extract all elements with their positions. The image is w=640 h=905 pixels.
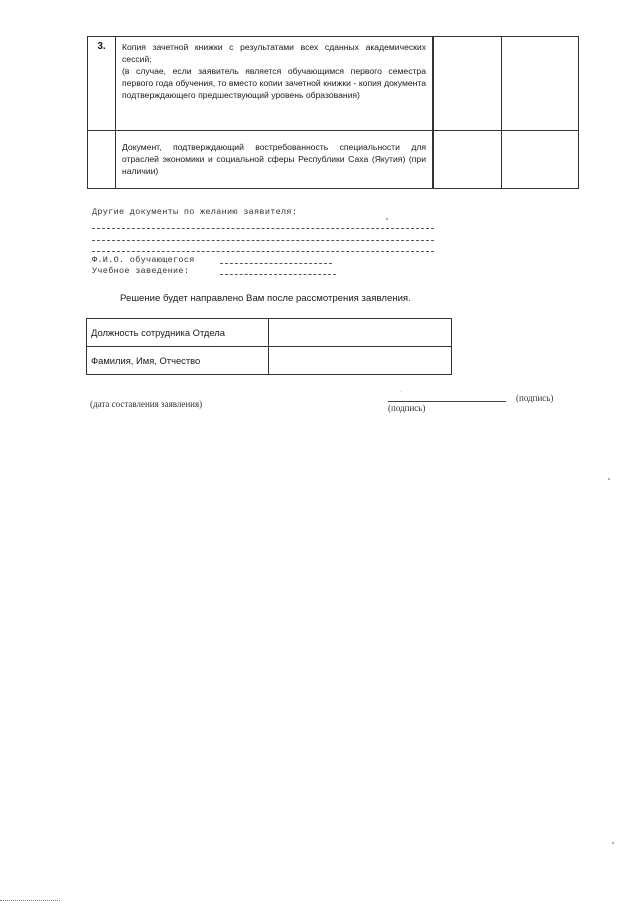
table-row	[87, 347, 452, 375]
school-line[interactable]	[220, 274, 336, 275]
row-paragraph: (в случае, если заявитель является обучающимся первого семестра первого года обучения, то вместо копии зачетной книжки - копия документа подтверждающего предшествующий уровень образования)	[122, 66, 426, 100]
scan-edge	[0, 900, 60, 901]
row-paragraph: Копия зачетной книжки с результатами всех сданных академических сессий;	[122, 42, 426, 64]
position-label: Должность сотрудника Отдела	[87, 319, 269, 347]
fill-line[interactable]	[92, 240, 434, 241]
documents-table	[87, 36, 433, 189]
employee-table	[86, 318, 452, 375]
name-label: Фамилия, Имя, Отчество	[87, 347, 269, 375]
row-number	[88, 131, 116, 189]
date-label: (дата составления заявления)	[90, 399, 203, 409]
empty-cell[interactable]	[434, 131, 502, 189]
table-row	[434, 131, 579, 189]
row-paragraph: Документ, подтверждающий востребованность специальности для отраслей экономики и социальной сферы Республики Саха (Якутия) (при наличии)	[122, 142, 426, 176]
scan-speck	[612, 842, 614, 844]
fill-line[interactable]	[92, 228, 434, 229]
table-row	[88, 37, 433, 131]
school-label: Учебное заведение:	[92, 266, 190, 276]
empty-cell[interactable]	[502, 37, 579, 131]
row-number: 3.	[88, 37, 116, 131]
student-name-line[interactable]	[220, 263, 332, 264]
empty-cell[interactable]	[502, 131, 579, 189]
scan-mark: ·	[400, 389, 402, 395]
other-documents-label: Другие документы по желанию заявителя:	[92, 207, 298, 217]
table-row	[87, 319, 452, 347]
position-value[interactable]	[269, 319, 452, 347]
signature-line[interactable]	[388, 401, 506, 402]
empty-cell[interactable]	[434, 37, 502, 131]
name-value[interactable]	[269, 347, 452, 375]
table-row	[434, 37, 579, 131]
student-name-label: Ф.И.О. обучающегося	[92, 255, 195, 265]
documents-table-empty-columns	[433, 36, 579, 189]
decision-notice: Решение будет направлено Вам после рассмотрения заявления.	[120, 293, 411, 304]
signature-label: (подпись)	[516, 393, 554, 403]
signature-label-under: (подпись)	[388, 403, 426, 413]
table-row	[88, 131, 433, 189]
row-text	[116, 37, 433, 131]
scan-speck	[608, 478, 610, 480]
fill-line[interactable]	[92, 251, 434, 252]
row-text	[116, 131, 433, 189]
scan-speck	[386, 218, 388, 220]
